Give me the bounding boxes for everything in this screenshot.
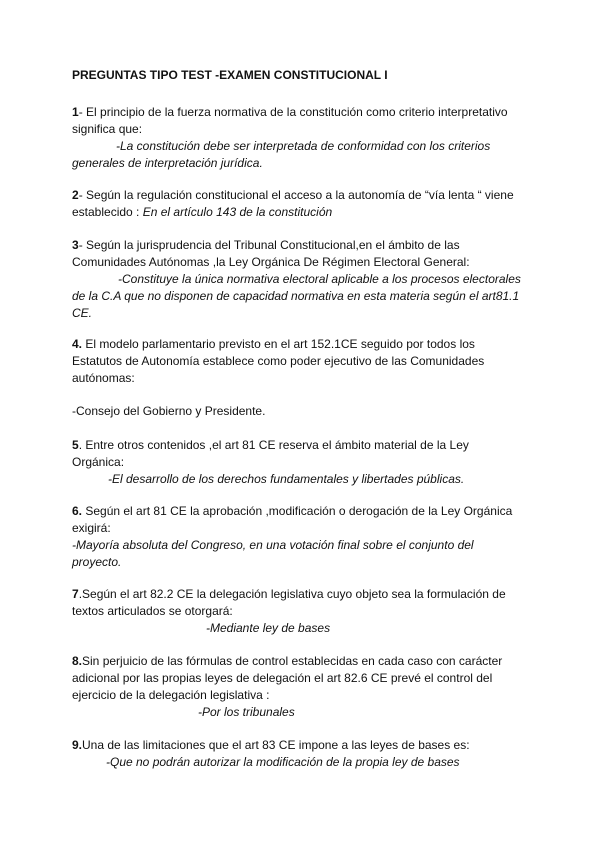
- answer-line: de la C.A que no disponen de capacidad normativa en esta materia según el art81.1: [72, 289, 520, 303]
- question-number: 2: [72, 188, 79, 202]
- question-text-line: [72, 737, 532, 754]
- answer-line: -El desarrollo de los derechos fundamentales y libertades públicas.: [108, 472, 465, 486]
- question-text: - El principio de la fuerza normativa de la constitución como criterio interpretativo: [78, 105, 508, 119]
- question-text: establecido :: [72, 205, 143, 219]
- question-text-line: Comunidades Autónomas ,la Ley Orgánica De Régimen Electoral General:: [72, 255, 470, 269]
- answer-line: -Mayoría absoluta del Congreso, en una votación final sobre el conjunto del: [72, 538, 474, 552]
- question-text-line: [72, 204, 532, 221]
- question-text-line: exigirá:: [72, 521, 111, 535]
- question-number: 3: [72, 238, 79, 252]
- question-number: 5: [72, 438, 79, 452]
- question-text-line: autónomas:: [72, 371, 135, 385]
- question-text-line: [72, 237, 532, 254]
- question-text-line: [72, 104, 532, 121]
- answer-line: -Mediante ley de bases: [206, 621, 331, 635]
- question-number: 9.: [72, 738, 83, 752]
- question-text-line: Orgánica:: [72, 455, 125, 469]
- question-text: - Según la jurisprudencia del Tribunal Constitucional,en el ámbito de las: [78, 238, 460, 252]
- question-4: [72, 336, 532, 387]
- answer-line: -Por los tribunales: [198, 705, 295, 719]
- question-text-line: significa que:: [72, 122, 143, 136]
- question-text: El modelo parlamentario previsto en el art 152.1CE seguido por todos los: [82, 337, 475, 351]
- question-text: - Según la regulación constitucional el acceso a la autonomía de “vía lenta “ viene: [78, 188, 514, 202]
- question-text: Una de las limitaciones que el art 83 CE impone a las leyes de bases es:: [82, 738, 470, 752]
- answer-line: generales de interpretación jurídica.: [72, 156, 263, 170]
- question-9: [72, 737, 532, 771]
- question-text-line: [72, 586, 532, 603]
- question-number: 7: [72, 587, 79, 601]
- question-text: . Entre otros contenidos ,el art 81 CE reserva el ámbito material de la Ley: [78, 438, 469, 452]
- answer-line: CE.: [72, 306, 93, 320]
- question-text: Según el art 81 CE la aprobación ,modificación o derogación de la Ley Orgánica: [82, 504, 513, 518]
- question-text-line: [72, 503, 532, 520]
- question-text-line: [72, 336, 532, 353]
- question-6: [72, 503, 532, 571]
- question-text-line: [72, 187, 532, 204]
- question-number: 6.: [72, 504, 83, 518]
- answer-line: -Constituye la única normativa electoral aplicable a los procesos electorales: [118, 272, 521, 286]
- question-5: [72, 437, 532, 488]
- question-text-line: Estatutos de Autonomía establece como poder ejecutivo de las Comunidades: [72, 354, 485, 368]
- answer-line: -La constitución debe ser interpretada de conformidad con los criterios: [116, 139, 491, 153]
- question-text-line: textos articulados se otorgará:: [72, 604, 233, 618]
- question-1: [72, 104, 532, 172]
- question-text-line: [72, 653, 532, 670]
- answer-line: -Que no podrán autorizar la modificación de la propia ley de bases: [106, 755, 460, 769]
- question-text: Sin perjuicio de las fórmulas de control establecidas en cada caso con carácter: [82, 654, 503, 668]
- question-number: 8.: [72, 654, 83, 668]
- answer-inline: En el artículo 143 de la constitución: [142, 205, 333, 219]
- question-3: [72, 237, 532, 322]
- question-2: [72, 187, 532, 221]
- question-7: [72, 586, 532, 637]
- question-number: 1: [72, 105, 79, 119]
- question-8: [72, 653, 532, 721]
- answer-line: proyecto.: [72, 555, 122, 569]
- question-text-line: [72, 437, 532, 454]
- answer-line: -Consejo del Gobierno y Presidente.: [72, 404, 266, 418]
- question-text-line: adicional por las propias leyes de delegación el art 82.6 CE prevé el control del: [72, 671, 493, 685]
- document-title: PREGUNTAS TIPO TEST -EXAMEN CONSTITUCIONAL I: [72, 68, 388, 82]
- question-number: 4.: [72, 337, 83, 351]
- question-text-line: ejercicio de la delegación legislativa :: [72, 688, 270, 702]
- answer-4: [72, 403, 532, 420]
- question-text: .Según el art 82.2 CE la delegación legislativa cuyo objeto sea la formulación de: [78, 587, 506, 601]
